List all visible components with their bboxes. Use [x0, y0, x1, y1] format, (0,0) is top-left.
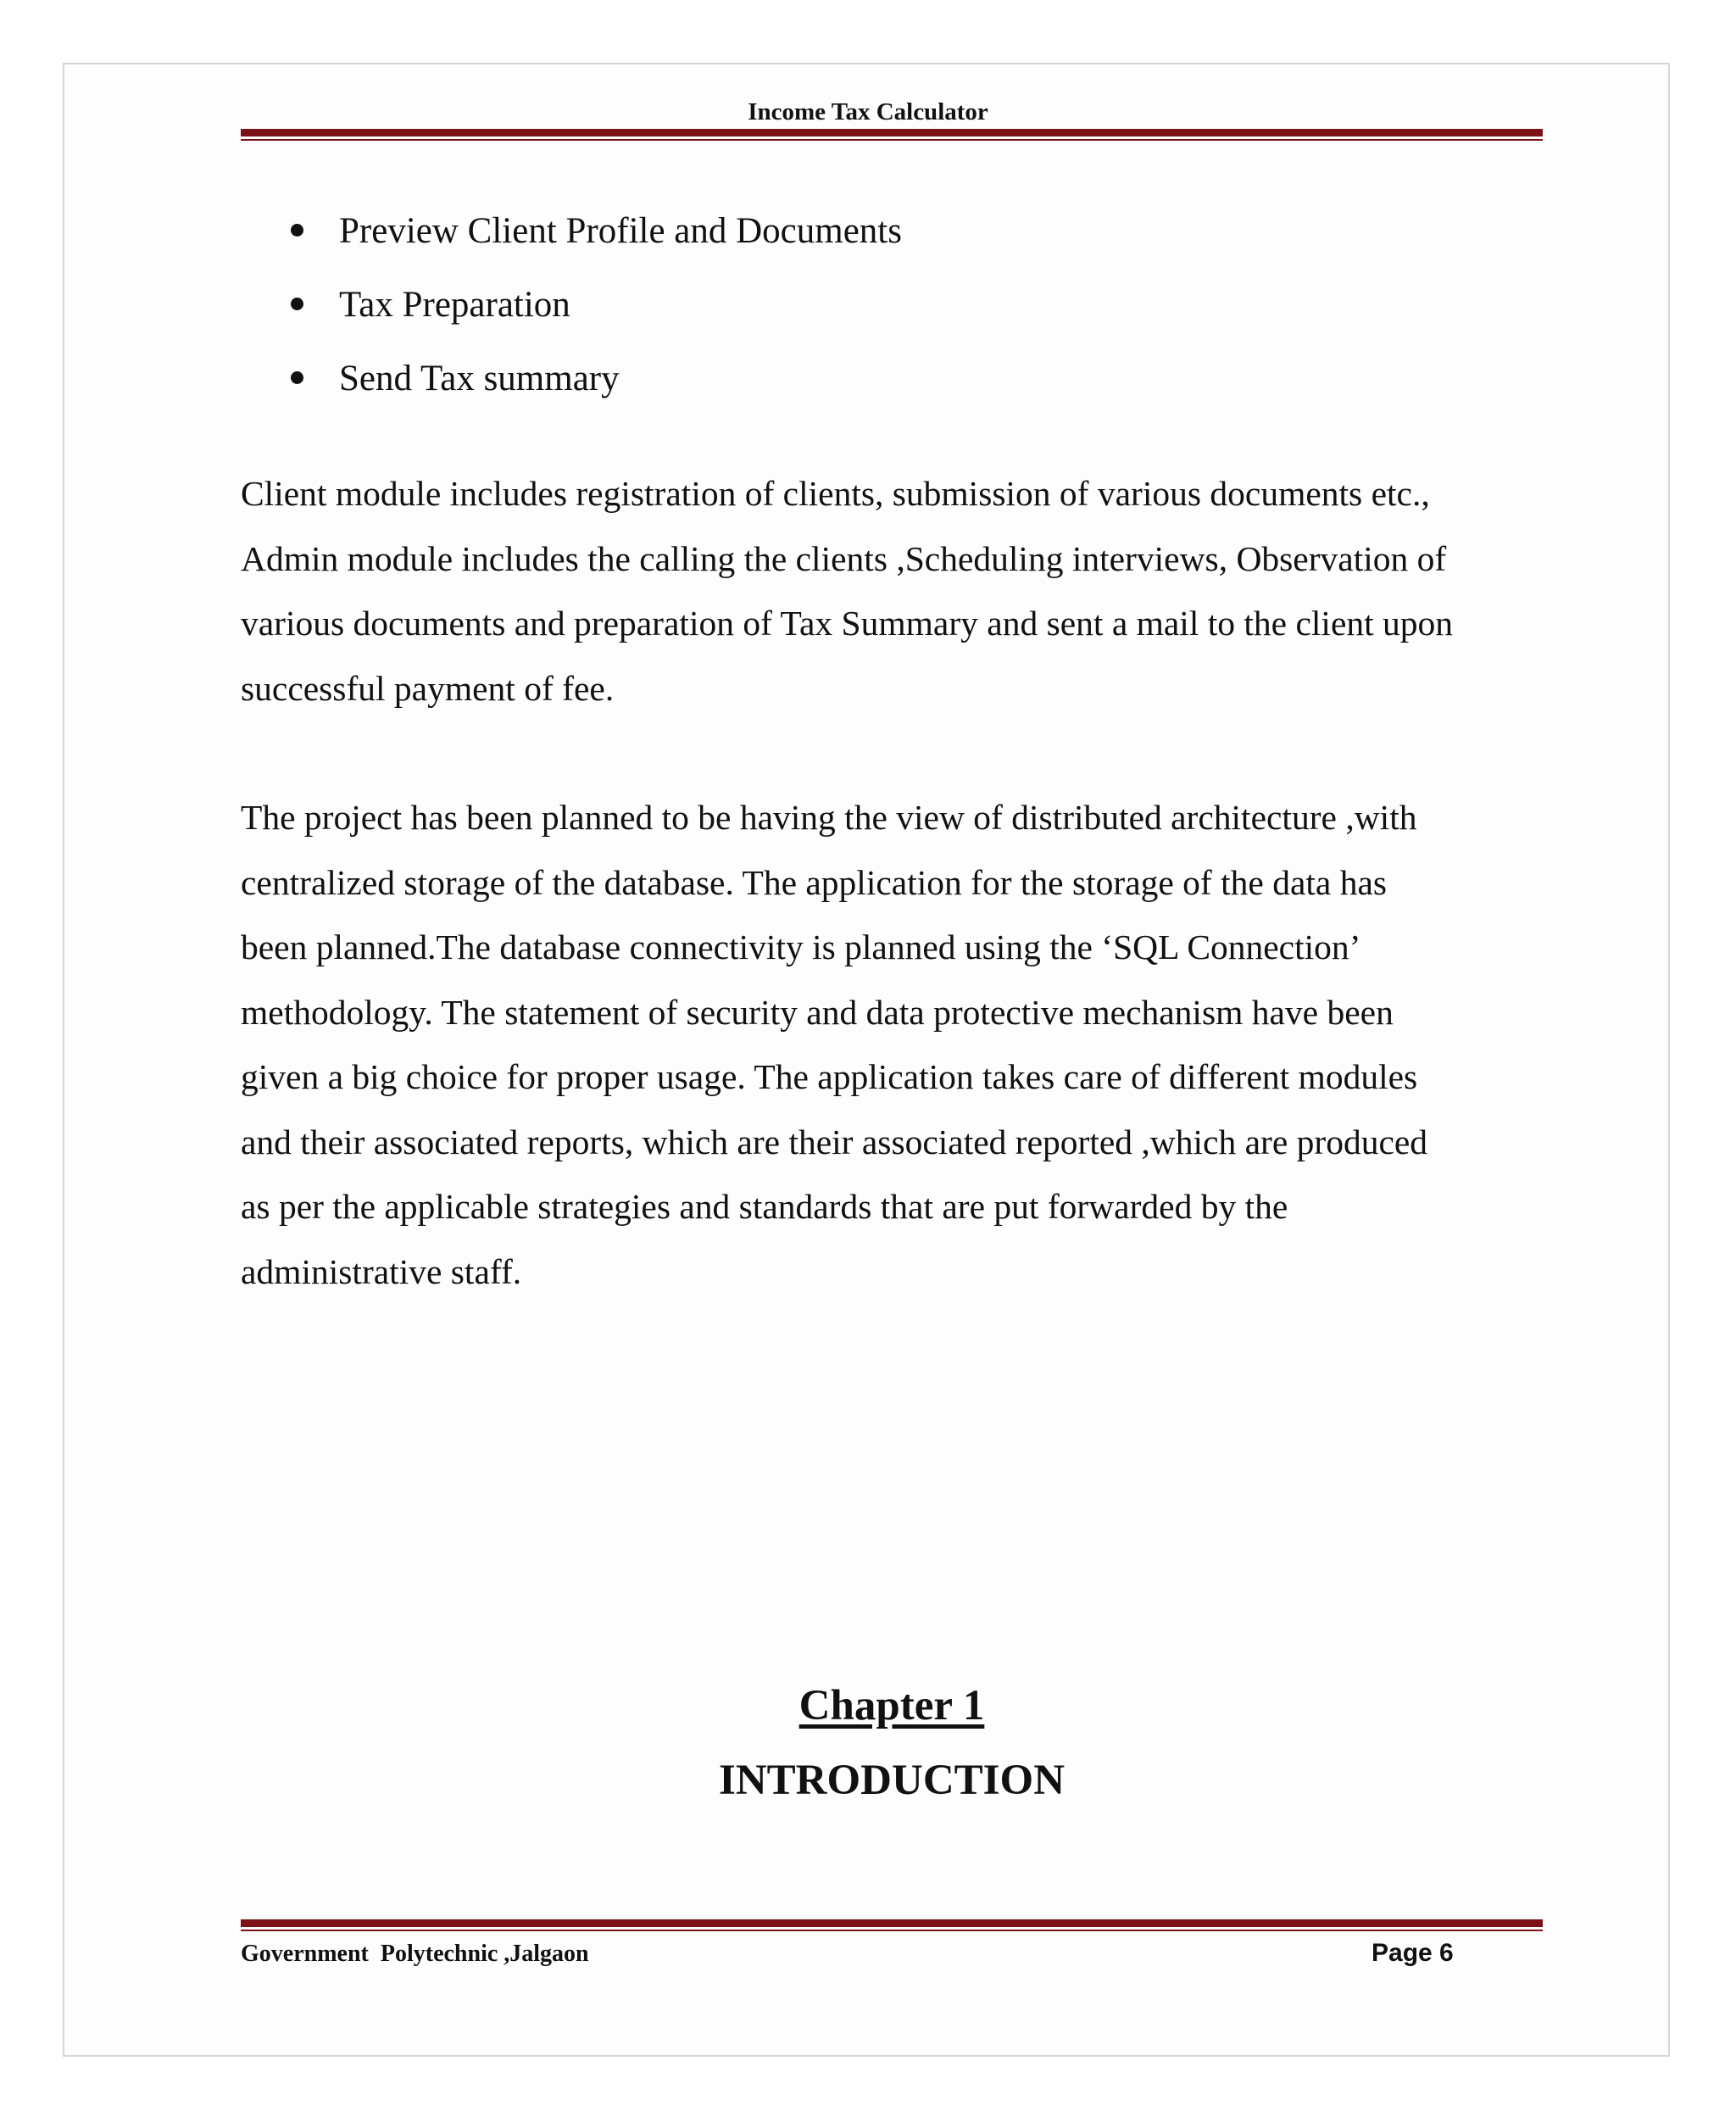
text-line: given a big choice for proper usage. The application takes care of different modules — [241, 1057, 1418, 1096]
text-line: as per the applicable strategies and standards that are put forwarded by the — [241, 1187, 1288, 1226]
text-line: and their associated reports, which are their associated reported ,which are produced — [241, 1122, 1428, 1161]
footer-institution: Government Polytechnic ,Jalgaon — [241, 1941, 589, 1967]
text-line: Client module includes registration of clients, submission of various documents etc., — [241, 474, 1430, 513]
list-item — [288, 194, 902, 268]
bullet-icon — [291, 371, 303, 384]
list-item-text: Send Tax summary — [339, 359, 620, 398]
header-rule — [241, 129, 1543, 141]
paragraph-architecture — [241, 785, 1563, 1304]
text-line: centralized storage of the database. The application for the storage of the data has — [241, 862, 1388, 902]
bullet-icon — [291, 224, 303, 237]
text-line: been planned.The database connectivity is planned using the ‘SQL Connection’ — [241, 927, 1361, 966]
list-item — [288, 268, 902, 342]
list-item — [288, 342, 902, 415]
header-title: Income Tax Calculator — [748, 98, 988, 125]
bullet-icon — [291, 298, 303, 310]
text-line: The project has been planned to be having the view of distributed architecture ,with — [241, 798, 1417, 837]
footer-rule — [241, 1919, 1543, 1931]
text-line: successful payment of fee. — [241, 668, 615, 708]
paragraph-modules — [241, 461, 1563, 721]
list-item-text: Preview Client Profile and Documents — [339, 211, 902, 251]
text-line: methodology. The statement of security and data protective mechanism have been — [241, 992, 1394, 1032]
list-item-text: Tax Preparation — [339, 285, 570, 325]
text-line: Admin module includes the calling the clients ,Scheduling interviews, Observation of — [241, 538, 1447, 578]
text-line: various documents and preparation of Tax Summary and sent a mail to the client upon — [241, 604, 1454, 643]
text-line: administrative staff. — [241, 1251, 522, 1291]
chapter-label: Chapter 1 — [798, 1682, 985, 1729]
bullet-list — [288, 194, 902, 415]
page-number: Page 6 — [1372, 1939, 1454, 1967]
chapter-heading: INTRODUCTION — [718, 1757, 1066, 1804]
